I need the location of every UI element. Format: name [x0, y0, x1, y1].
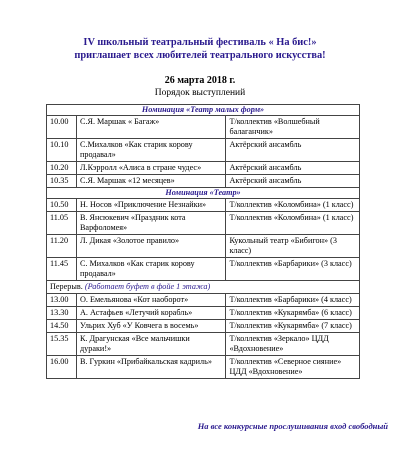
table-row [47, 139, 360, 162]
title-cell: А. Астафьев «Летучий корабль» [76, 307, 225, 320]
break-note: (Работает буфет в фойе 1 этажа) [84, 282, 211, 291]
time-cell: 16.00 [47, 356, 77, 379]
time-cell: 11.20 [47, 235, 77, 258]
break-row [47, 281, 360, 294]
table-row [47, 116, 360, 139]
title-cell: К. Драгунская «Все мальчишки дураки!» [76, 333, 225, 356]
table-row [47, 212, 360, 235]
time-cell: 10.50 [47, 199, 77, 212]
footer-note: На все конкурсные прослушивания вход свободный [197, 421, 388, 431]
table-row [47, 258, 360, 281]
schedule-table [46, 104, 360, 379]
performer-cell: Т/коллектив «Волшебный балаганчик» [226, 116, 360, 139]
table-row [47, 333, 360, 356]
section-title: Номинация «Театр малых форм» [47, 105, 360, 116]
event-date: 26 марта 2018 г. [164, 75, 236, 86]
time-cell: 10.00 [47, 116, 77, 139]
title-cell: С. Михалков «Как старик корову продавал» [76, 258, 225, 281]
time-cell: 15.35 [47, 333, 77, 356]
title-cell: Л.Кэрролл «Алиса в стране чудес» [76, 162, 225, 175]
title-cell: Ульрих Хуб «У Ковчега в восемь» [76, 320, 225, 333]
section-header [47, 188, 360, 199]
performer-cell: Кукольный театр «Бибигон» (3 класс) [226, 235, 360, 258]
performer-cell: Т/коллектив «Кукарямба» (7 класс) [226, 320, 360, 333]
break-cell [47, 281, 360, 294]
performer-cell: Т/коллектив «Зеркало» ЦДД «Вдохновение» [226, 333, 360, 356]
time-cell: 10.35 [47, 175, 77, 188]
time-cell: 13.30 [47, 307, 77, 320]
time-cell: 13.00 [47, 294, 77, 307]
festival-title: IV школьный театральный фестиваль « На бис!» [83, 37, 317, 48]
performer-cell: Актёрский ансамбль [226, 162, 360, 175]
performer-cell: Т/коллектив «Коломбина» (1 класс) [226, 212, 360, 235]
performer-cell: Т/коллектив «Северное сияние» ЦДД «Вдохновение» [226, 356, 360, 379]
time-cell: 11.45 [47, 258, 77, 281]
performer-cell: Т/коллектив «Барбарики» (3 класс) [226, 258, 360, 281]
table-row [47, 199, 360, 212]
time-cell: 14.50 [47, 320, 77, 333]
performer-cell: Т/коллектив «Кукарямба» (6 класс) [226, 307, 360, 320]
table-row [47, 235, 360, 258]
time-cell: 11.05 [47, 212, 77, 235]
performer-cell: Т/коллектив «Коломбина» (1 класс) [226, 199, 360, 212]
invitation-line: приглашает всех любителей театрального искусства! [74, 50, 326, 61]
table-row [47, 162, 360, 175]
title-cell: Л. Дикая «Золотое правило» [76, 235, 225, 258]
title-cell: В. Янсюкевич «Праздник кота Варфоломея» [76, 212, 225, 235]
title-cell: В. Гуркин «Прибайкальская кадриль» [76, 356, 225, 379]
section-title: Номинация «Театр» [47, 188, 360, 199]
table-row [47, 320, 360, 333]
title-cell: С.Михалков «Как старик корову продавал» [76, 139, 225, 162]
table-row [47, 307, 360, 320]
break-label: Перерыв. [50, 282, 83, 291]
title-cell: Н. Носов «Приключение Незнайки» [76, 199, 225, 212]
time-cell: 10.20 [47, 162, 77, 175]
table-row [47, 356, 360, 379]
title-cell: О. Емельянова «Кот наоборот» [76, 294, 225, 307]
section-header [47, 105, 360, 116]
performer-cell: Актёрский ансамбль [226, 175, 360, 188]
table-row [47, 175, 360, 188]
program-subtitle: Порядок выступлений [154, 88, 246, 98]
title-cell: С.Я. Маршак «12 месяцев» [76, 175, 225, 188]
table-row [47, 294, 360, 307]
performer-cell: Т/коллектив «Барбарики» (4 класс) [226, 294, 360, 307]
performer-cell: Актёрский ансамбль [226, 139, 360, 162]
title-cell: С.Я. Маршак « Багаж» [76, 116, 225, 139]
time-cell: 10.10 [47, 139, 77, 162]
